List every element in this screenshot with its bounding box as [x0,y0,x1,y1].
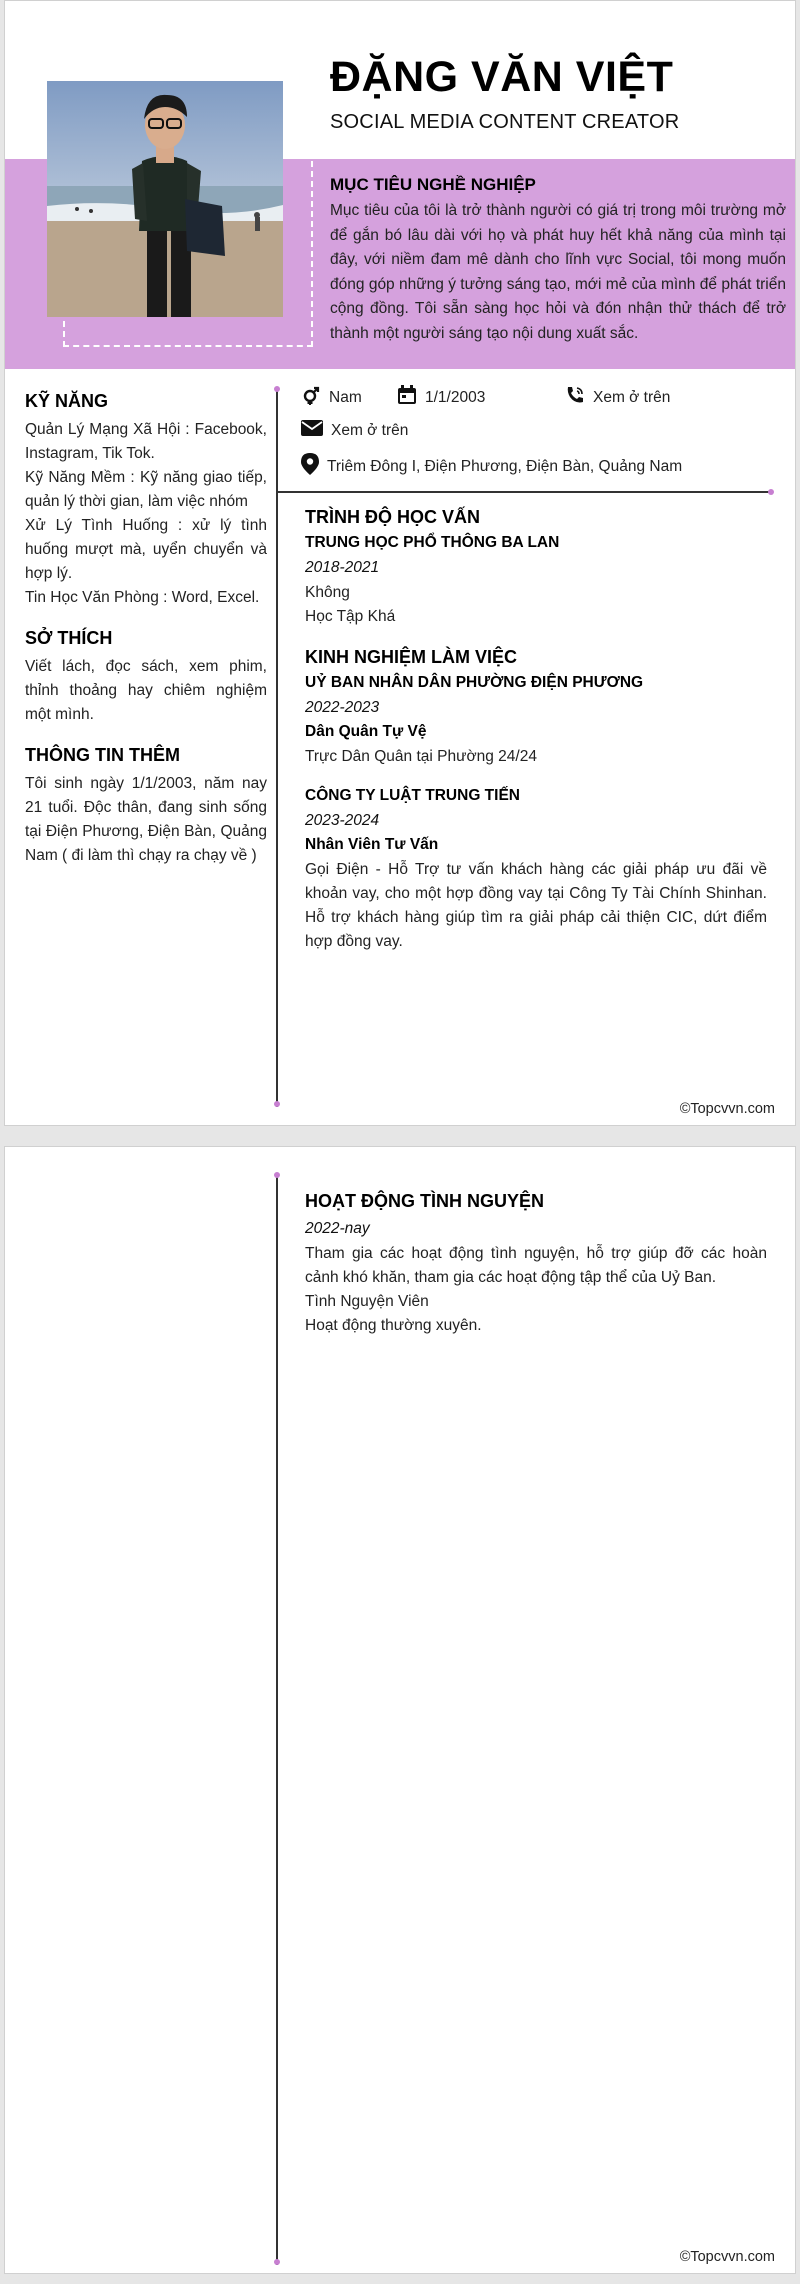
volunteer-note: Hoạt động thường xuyên. [305,1317,482,1334]
job-title: SOCIAL MEDIA CONTENT CREATOR [330,111,680,133]
education-period: 2018-2021 [305,559,380,576]
right-column [305,507,767,972]
job-entry [305,674,767,769]
cv-page-2 [4,1146,796,2274]
job-desc: Trực Dân Quân tại Phường 24/24 [305,748,537,765]
profile-photo [47,81,283,317]
skill-item: Kỹ Năng Mềm : Kỹ năng giao tiếp, quản lý thời gian, làm việc nhóm [25,469,267,510]
objective-title: MỤC TIÊU NGHỀ NGHIỆP [330,175,536,194]
skills-title: KỸ NĂNG [25,391,109,411]
skill-item: Xử Lý Tình Huống : xử lý tình huống mượt mà, uyển chuyển và hợp lý. [25,517,267,582]
location-icon [301,453,319,480]
cv-page-1 [4,0,796,1126]
experience-title: KINH NGHIỆM LÀM VIỆC [305,647,518,667]
footer-credit: ©Topcvvn.com [679,1101,775,1117]
skill-item: Tin Học Văn Phòng : Word, Excel. [25,589,260,606]
job-org: CÔNG TY LUẬT TRUNG TIẾN [305,787,520,804]
email-value: Xem ở trên [331,421,409,439]
candidate-name: ĐẶNG VĂN VIỆT [330,53,674,101]
skill-item: Quản Lý Mạng Xã Hội : Facebook, Instagram, Tik Tok. [25,421,267,462]
hobbies-title: SỞ THÍCH [25,628,113,648]
job-role: Dân Quân Tự Vệ [305,723,427,740]
volunteer-section [305,1191,767,1338]
job-role: Nhân Viên Tư Vấn [305,836,439,853]
more-info-text: Tôi sinh ngày 1/1/2003, năm nay 21 tuổi. Độc thân, đang sinh sống tại Điện Phương, Điện Bàn, Quảng Nam ( đi làm thì chạy ra chạy về ) [25,775,267,864]
hobbies-section [25,628,267,727]
birthday-value: 1/1/2003 [425,388,486,406]
job-org: UỶ BAN NHÂN DÂN PHƯỜNG ĐIỆN PHƯƠNG [305,674,644,691]
email-info [301,419,408,442]
more-info-section [25,745,267,868]
gender-value: Nam [329,388,362,406]
education-desc: Học Tập Khá [305,608,396,625]
contact-divider [276,491,771,493]
experience-section [305,647,767,954]
phone-info [565,385,670,410]
email-icon [301,419,323,442]
more-info-title: THÔNG TIN THÊM [25,745,180,765]
job-period: 2022-2023 [305,699,380,716]
education-major: Không [305,584,350,601]
volunteer-desc: Tham gia các hoạt động tình nguyện, hỗ trợ giúp đỡ các hoàn cảnh khó khăn, tham gia các hoạt động tập thể của Uỷ Ban. [305,1245,767,1286]
volunteer-title: HOẠT ĐỘNG TÌNH NGUYỆN [305,1191,545,1211]
gender-info [301,385,362,410]
address-value: Triêm Đông I, Điện Phương, Điện Bàn, Quảng Nam [327,457,683,475]
address-info [301,453,682,480]
education-title: TRÌNH ĐỘ HỌC VẤN [305,507,480,527]
left-column [25,391,267,886]
skills-section [25,391,267,610]
birthday-info [397,385,485,410]
timeline-dot [274,1172,280,1178]
divider-dot [768,489,774,495]
timeline-dot [274,2259,280,2265]
job-entry [305,787,767,954]
timeline-line [276,389,278,1107]
calendar-icon [397,385,417,410]
hobbies-text: Viết lách, đọc sách, xem phim, thỉnh thoảng hay chiêm nghiệm một mình. [25,658,267,723]
timeline-dot [274,1101,280,1107]
footer-credit: ©Topcvvn.com [679,2249,775,2265]
volunteer-period: 2022-nay [305,1220,370,1237]
timeline-line [276,1175,278,2265]
school-name: TRUNG HỌC PHỔ THÔNG BA LAN [305,534,560,551]
job-period: 2023-2024 [305,812,380,829]
volunteer-role: Tình Nguyện Viên [305,1293,429,1310]
phone-value: Xem ở trên [593,388,671,406]
phone-icon [565,385,585,410]
objective-text: Mục tiêu của tôi là trở thành người có giá trị trong môi trường mở để gắn bó lâu dài với họ và phát huy hết khả năng của mình tại đây, với niềm đam mê dành cho lĩnh vực Social, tôi mong muốn đóng góp những ý tưởng sáng tạo, mới mẻ của mình để phát triển cộng đồng. Tôi sẵn sàng học hỏi và đón nhận thử thách để trở thành một người sáng tạo nội dung xuất sắc. [330,202,786,342]
education-section [305,507,767,629]
gender-icon [301,385,321,410]
timeline-dot [274,386,280,392]
job-desc: Gọi Điện - Hỗ Trợ tư vấn khách hàng các giải pháp ưu đãi về khoản vay, cho một hợp đồng vay tại Công Ty Tài Chính Shinhan. Hỗ trợ khách hàng giúp tìm ra giải pháp cải thiện CIC, dứt điểm hợp đồng vay. [305,861,767,950]
